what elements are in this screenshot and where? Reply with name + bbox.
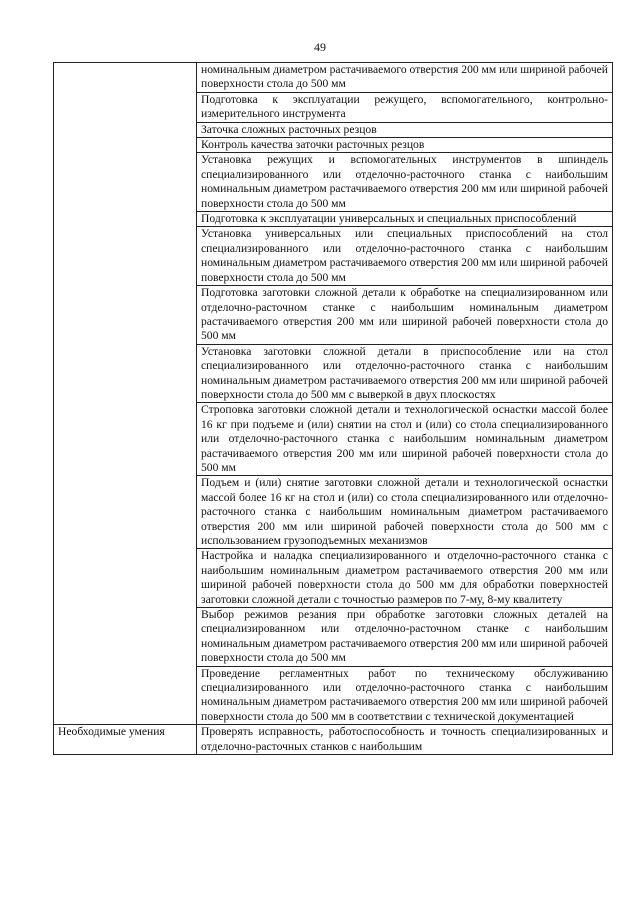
row-content-cell — [197, 476, 613, 549]
row-label-cell — [54, 549, 197, 608]
table-row — [54, 212, 613, 227]
table-row — [54, 344, 613, 403]
table-row — [54, 227, 613, 286]
row-content: Заточка сложных расточных резцов — [201, 122, 377, 136]
row-content: Выбор режимов резания при обработке заготовки сложных деталей на специализированном или отделочно-расточном станке с наибольшим номинальным диаметром растачиваемого отверстия 200 мм или шириной рабочей поверхности стола до 500 мм — [201, 608, 608, 665]
row-content-cell — [197, 608, 613, 667]
row-label-cell — [54, 666, 197, 725]
row-label-cell — [54, 138, 197, 153]
row-content-cell — [197, 212, 613, 227]
table-row — [54, 608, 613, 667]
row-label-cell — [54, 403, 197, 476]
table-row — [54, 476, 613, 549]
table-row — [54, 92, 613, 122]
table-row — [54, 122, 613, 137]
row-content: Установка заготовки сложной детали в приспособление или на стол специализированного или отделочно-расточного станка с наибольшим номинальным диаметром растачиваемого отверстия 200 мм или шириной рабочей поверхности стола до 500 мм с выверкой в двух плоскостях — [201, 344, 608, 401]
table-row — [54, 63, 613, 93]
row-label-cell — [54, 608, 197, 667]
row-content: Проверять исправность, работоспособность и точность специализированных и отделочно-расточных станков с наибольшим — [201, 725, 608, 753]
table-row — [54, 666, 613, 725]
row-content: Подготовка заготовки сложной детали к обработке на специализированном или отделочно-расточном станке с наибольшим номинальным диаметром растачиваемого отверстия 200 мм или шириной рабочей поверхности стола до 500 мм — [201, 286, 608, 343]
row-content-cell — [197, 227, 613, 286]
row-content: Установка универсальных или специальных приспособлений на стол специализированного или отделочно-расточного станка с наибольшим номинальным диаметром растачиваемого отверстия 200 мм или шириной рабочей поверхности стола до 500 мм — [201, 227, 608, 284]
table-body — [54, 63, 613, 755]
row-content: Установка режущих и вспомогательных инструментов в шпиндель специализированного или отделочно-расточного станка с наибольшим номинальным диаметром растачиваемого отверстия 200 мм или шириной рабочей поверхности стола до 500 мм — [201, 153, 608, 210]
row-content: Подготовка к эксплуатации универсальных и специальных приспособлений — [201, 212, 577, 226]
row-content-cell — [197, 286, 613, 345]
row-content-cell — [197, 92, 613, 122]
table-row — [54, 725, 613, 755]
row-content-cell — [197, 403, 613, 476]
row-content: номинальным диаметром растачиваемого отверстия 200 мм или шириной рабочей поверхности стола до 500 мм — [201, 63, 608, 91]
row-label-cell — [54, 212, 197, 227]
page-number: 49 — [314, 40, 326, 54]
row-content-cell — [197, 549, 613, 608]
row-label-cell — [54, 63, 197, 93]
row-content-cell — [197, 122, 613, 137]
table-row — [54, 403, 613, 476]
row-label-cell — [54, 344, 197, 403]
row-content-cell — [197, 666, 613, 725]
table-row — [54, 549, 613, 608]
row-label-cell — [54, 286, 197, 345]
row-label-cell — [54, 122, 197, 137]
row-content: Подъем и (или) снятие заготовки сложной детали и технологической оснастки массой более 16 кг на стол и (или) со стола специализированного или отделочно-расточного станка с наибольшим номинальным диаметром растачиваемого отверстия 200 мм или шириной рабочей поверхности стола до 500 мм с использованием грузоподъемных механизмов — [201, 476, 608, 547]
table-row — [54, 286, 613, 345]
row-content-cell — [197, 138, 613, 153]
row-label-cell — [54, 725, 197, 755]
row-content: Проведение регламентных работ по техническому обслуживанию специализированного или отделочно-расточного станка с наибольшим номинальным диаметром растачиваемого отверстия 200 мм или шириной рабочей поверхности стола до 500 мм в соответствии с технической документацией — [201, 666, 608, 723]
row-content: Настройка и наладка специализированного и отделочно-расточного станка с наибольшим номинальным диаметром растачиваемого отверстия 200 мм или шириной рабочей поверхности стола до 500 мм для обработки поверхностей заготовки сложной детали с точностью размеров по 7-му, 8-му квалитету — [201, 549, 608, 606]
table-row — [54, 153, 613, 212]
row-label-cell — [54, 227, 197, 286]
row-content-cell — [197, 63, 613, 93]
table-row — [54, 138, 613, 153]
requirements-table — [53, 62, 613, 755]
row-content-cell — [197, 344, 613, 403]
row-label-cell — [54, 153, 197, 212]
row-content: Контроль качества заточки расточных резцов — [201, 138, 425, 152]
row-content-cell — [197, 725, 613, 755]
row-label-cell — [54, 92, 197, 122]
row-content: Строповка заготовки сложной детали и технологической оснастки массой более 16 кг при подъеме и (или) снятии на стол и (или) со стола специализированного или отделочно-расточного станка с наибольшим номинальным диаметром растачиваемого отверстия 200 мм или шириной рабочей поверхности стола до 500 мм — [201, 403, 608, 474]
row-content-cell — [197, 153, 613, 212]
row-label: Необходимые умения — [58, 725, 165, 739]
row-content: Подготовка к эксплуатации режущего, вспомогательного, контрольно-измерительного инструмента — [201, 92, 608, 121]
row-label-cell — [54, 476, 197, 549]
